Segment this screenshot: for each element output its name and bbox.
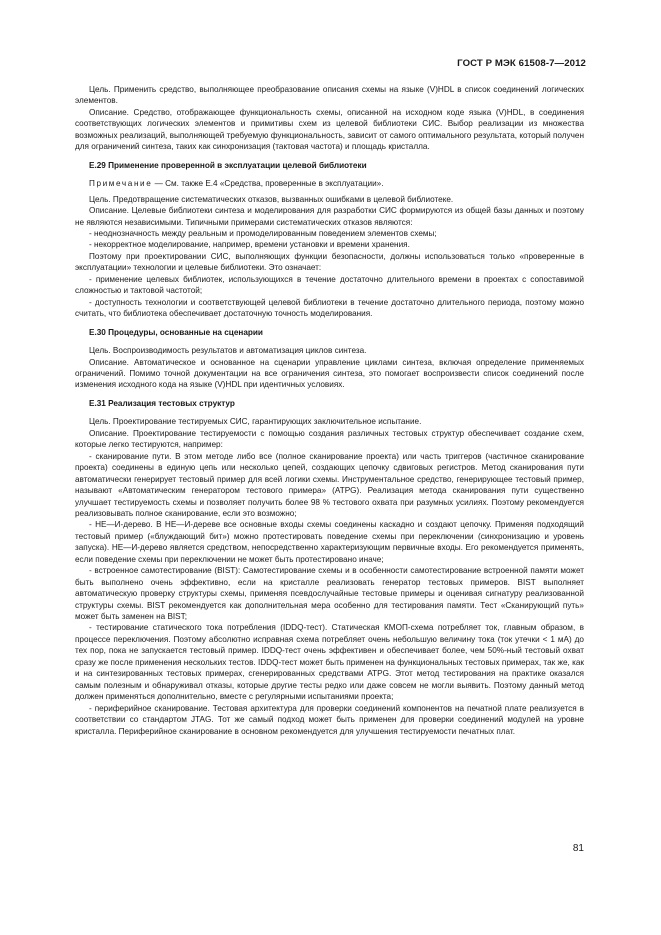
document-header: ГОСТ Р МЭК 61508-7—2012 bbox=[457, 58, 586, 69]
list-item: - тестирование статического тока потребления (IDDQ-тест). Статическая КМОП-схема потребляет ток, главным образом, в процессе переключения. Поэтому абсолютно исправная схема потребляет очень небольшую величину тока (ток утечки < 1 мА) до тех пор, пока не запускается тестовый пример. IDDQ-тест очень эффективен и обеспечивает более, чем 50%-ный тестовый охват сразу же после применения нескольких тестов. IDDQ-тест может быть применен на функциональных тестовых примерах, так же, как и на синтезированных тестовых примерах, сгенерированных средствами ATPG. Этот метод тестирования на практике оказался самым полезным и обнаруживал отказы, которые другие тесты редко или даже совсем не могли выявить. Поэтому данный метод должен применяться дополнительно, вместе с регулярными испытаниями проекта; bbox=[75, 623, 584, 702]
list-item: - периферийное сканирование. Тестовая архитектура для проверки соединений компонентов на печатной плате реализуется в соответствии со стандартом JTAG. Тот же самый подход может быть применен для проверки соединений модулей на уровне кристалла. Периферийное сканирование в основном рекомендуется для улучшения тестируемости печатных плат. bbox=[75, 703, 584, 736]
paragraph: Цель. Проектирование тестируемых СИС, гарантирующих заключительное испытание. bbox=[89, 417, 422, 427]
paragraph: Цель. Применить средство, выполняющее преобразование описания схемы на языке (V)HDL в список соединений логических элементов. bbox=[75, 85, 584, 106]
section-heading: Е.29 Применение проверенной в эксплуатации целевой библиотеки bbox=[89, 160, 367, 170]
paragraph: Описание. Автоматическое и основанное на сценарии управление циклами синтеза, включая определение применяемых ограничений. Помимо точной документации на все ограничения синтеза, это помогает воспроизвести список соединений после изменения исходного кода на языке (V)HDL при идентичных условиях. bbox=[75, 357, 584, 390]
note-label: Примечание bbox=[89, 179, 153, 189]
paragraph: Описание. Средство, отображающее функциональность схемы, описанной на исходном коде языка (V)HDL, в соединения соответствующих логических элементов и примитивы схем из целевой библиотеки СИС. Выбор реализации из множества возможных реализаций, выполняющей требуемую функциональность, зависит от самого оптимального результата, который получен для ограничений синтеза, таких как синхронизация (тактовая частота) и площадь кристалла. bbox=[75, 107, 584, 152]
list-item: - неоднозначность между реальным и промоделированным поведением элементов схемы; bbox=[89, 228, 437, 238]
note-text: — См. также Е.4 «Средства, проверенные в эксплуатации». bbox=[152, 179, 384, 189]
list-item: - применение целевых библиотек, использующихся в течение достаточно длительного времени в проектах с сопоставимой сложностью и тактовой частотой; bbox=[75, 274, 584, 296]
section-heading: Е.31 Реализация тестовых структур bbox=[89, 398, 235, 408]
list-item: - НЕ—И-дерево. В НЕ—И-дереве все основные входы схемы соединены каскадно и создают цепочку. Применяя подходящий тестовый пример («блуждающий бит») можно протестировать поведение схемы при переключении (синхронизацию и уровень запуска). НЕ—И-дерево является средством, непосредственно характеризующим первичные входы. Его рекомендуется применять, если поведение схемы при переключении не может быть протестировано иначе; bbox=[75, 520, 584, 564]
list-item: - сканирование пути. В этом методе либо все (полное сканирование проекта) или часть триггеров (частичное сканирование проекта) соединены в единую цепь или несколько цепей, создающих цепочку сдвиговых регистров. Метод сканирования пути автоматически генерирует тестовый пример для всей логики схемы. Инструментальное средство, генерирующее тестовый пример, называют «Автоматическим генератором тестового примера» (ATPG). Реализация метода сканирования пути существенно улучшает тестируемость схемы и позволяет получить более 98 % тестового охвата при разумных усилиях. Поэтому рекомендуется реализовывать полное сканирование, если это возможно; bbox=[75, 451, 584, 518]
note-paragraph bbox=[75, 178, 584, 189]
list-item: - встроенное самотестирование (BIST): Самотестирование схемы и в особенности самотестирование встроенной памяти может быть выполнено очень эффективно, если на кристалле реализовать генератор тестовых примеров. BIST выполняет автоматическую проверку структуры схемы, применяя псевдослучайные тестовые примеры и оценивая сигнатуру реализованной структуры схемы. BIST рекомендуется как дополнительная мера особенно для тестирования памяти. Тест «Сканирующий путь» может быть заменен на BIST; bbox=[75, 566, 584, 622]
paragraph: Описание. Проектирование тестируемости с помощью создания различных тестовых структур обеспечивает создание схем, которые легко тестируются, например: bbox=[75, 428, 584, 450]
paragraph: Цель. Воспроизводимость результатов и автоматизация циклов синтеза. bbox=[89, 346, 367, 356]
paragraph: Описание. Целевые библиотеки синтеза и моделирования для разработки СИС формируются из общей базы данных и поэтому не являются независимыми. Типичными примерами систематических отказов являются: bbox=[75, 206, 584, 227]
list-item: - доступность технологии и соответствующей целевой библиотеки в течение достаточно длительного периода, поэтому можно считать, что библиотека обеспечивает достаточную точность моделирования. bbox=[75, 297, 584, 319]
section-heading: Е.30 Процедуры, основанные на сценарии bbox=[89, 327, 263, 337]
document-body bbox=[75, 84, 584, 737]
list-item: - некорректное моделирование, например, времени установки и времени хранения. bbox=[89, 240, 410, 250]
paragraph: Цель. Предотвращение систематических отказов, вызванных ошибками в целевой библиотеке. bbox=[89, 194, 454, 204]
page-number: 81 bbox=[572, 843, 584, 854]
paragraph: Поэтому при проектировании СИС, выполняющих функции безопасности, должны использоваться только «проверенные в эксплуатации» технологии и целевые библиотеки. Это означает: bbox=[75, 251, 584, 273]
